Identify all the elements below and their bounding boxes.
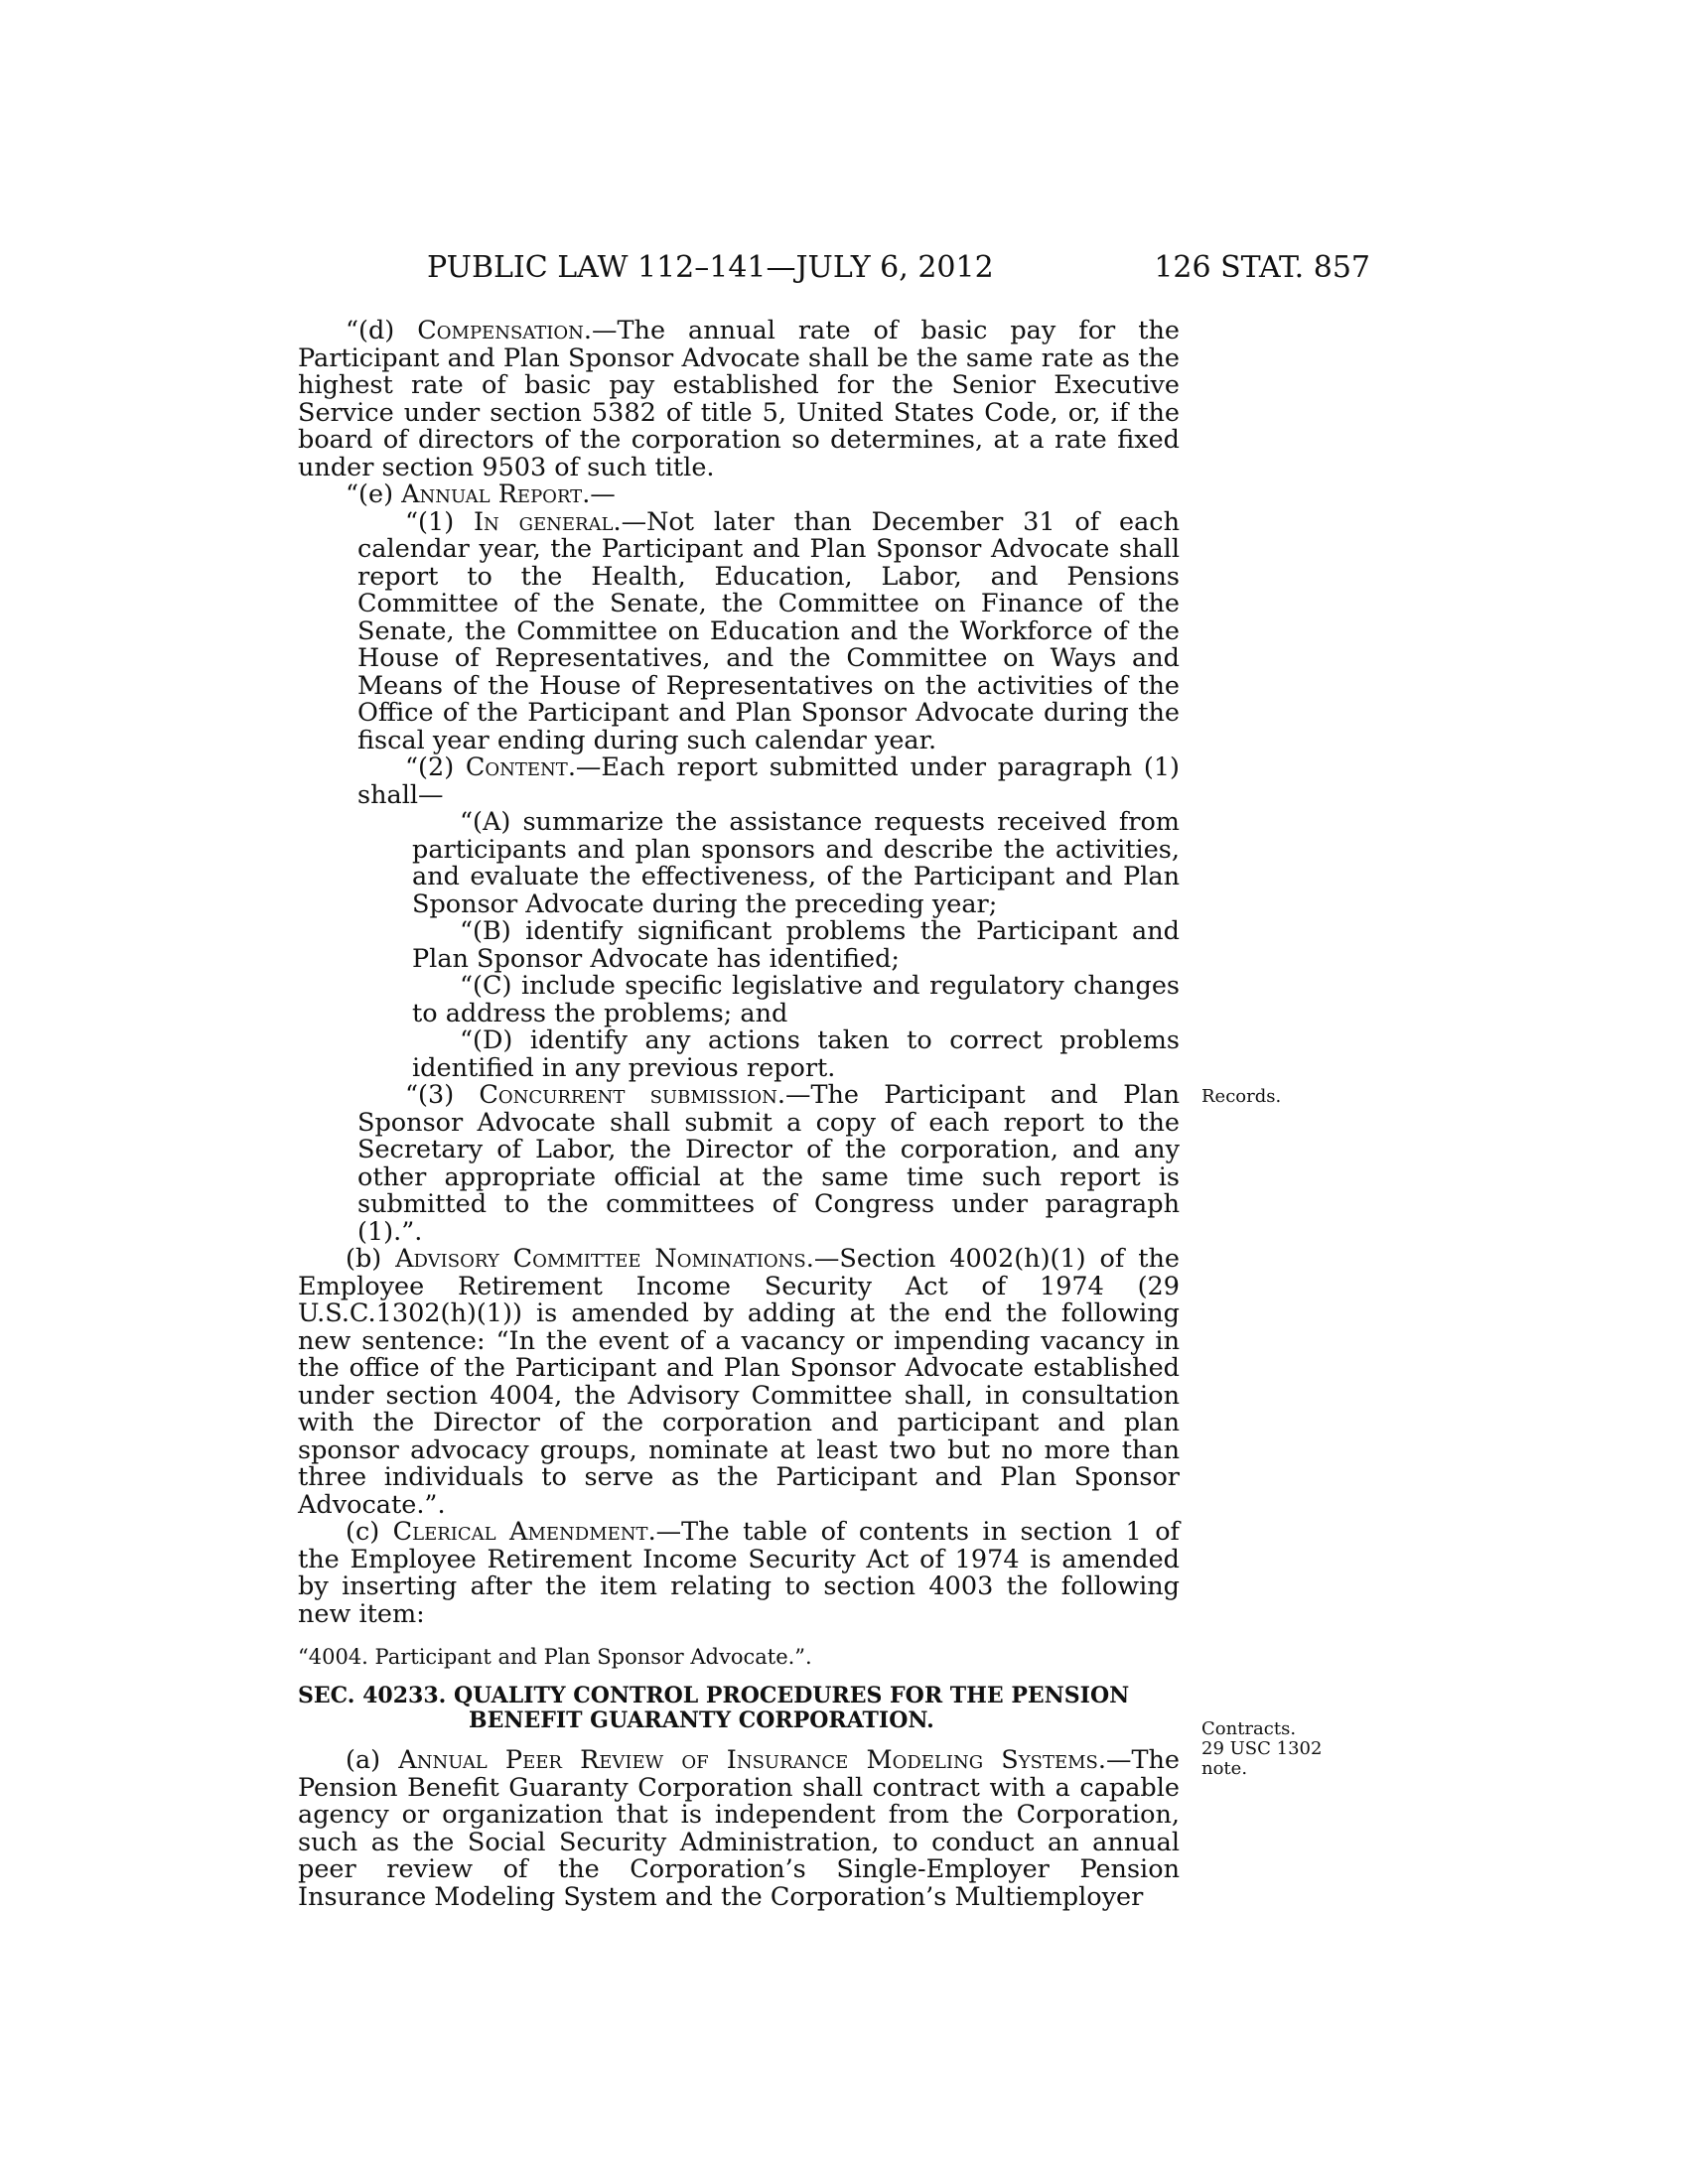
paragraph-heading: Clerical Amendment: [392, 1517, 648, 1547]
paragraph-heading: Annual Peer Review of Insurance Modeling Systems: [398, 1745, 1098, 1775]
margin-note-note: note.: [1201, 1758, 1248, 1779]
toc-item: “4004. Participant and Plan Sponsor Advocate.”.: [298, 1645, 812, 1669]
page-header: [298, 248, 1370, 288]
paragraph-heading: Concurrent submission: [479, 1080, 777, 1110]
paragraph-heading: Compensation: [417, 316, 584, 345]
paragraph-heading: Advisory Committee Nominations: [395, 1244, 806, 1274]
section-heading: SEC. 40233. QUALITY CONTROL PROCEDURES FOR THE PENSION BENEFIT GUARANTY CORPORATION.: [298, 1683, 1130, 1733]
document-body: [298, 318, 1180, 1911]
clause-a: “(A) summarize the assistance requests received from participants and plan sponsors and describe the activities, and evaluate the effectiveness, of the Participant and Plan Sponsor Advocate during the preceding year;: [412, 807, 1180, 919]
margin-note-contracts-label: Contracts.: [1201, 1718, 1297, 1739]
paragraph-e-annual-report: “(e) Annual Report.—: [346, 479, 616, 509]
clause-d: “(D) identify any actions taken to correct problems identified in any previous report.: [412, 1025, 1180, 1083]
margin-note-records: Records.: [1201, 1086, 1282, 1107]
clause-b: “(B) identify significant problems the Participant and Plan Sponsor Advocate has identified;: [412, 916, 1180, 974]
paragraph-heading: Annual Report: [401, 479, 583, 509]
paragraph-e2-content: “(2) Content.—Each report submitted under paragraph (1) shall—: [357, 752, 1180, 810]
paragraph-e1-in-general: “(1) In general.—Not later than December 31 of each calendar year, the Participant and Plan Sponsor Advocate shall report to the Health, Education, Labor, and Pensions Committee of the Senate, the Committee on Finance of the Senate, the Committee on Education and the Workforce of the House of Representatives, and the Committee on Ways and Means of the House of Representatives on the activities of the Office of the Participant and Plan Sponsor Advocate during the fiscal year ending during such calendar year.: [357, 506, 1180, 755]
paragraph-d-compensation: “(d) Compensation.—The annual rate of basic pay for the Participant and Plan Sponsor Advocate shall be the same rate as the highest rate of basic pay established for the Senior Executive Service under section 5382 of title 5, United States Code, or, if the board of directors of the corporation so determines, at a rate fixed under section 9503 of such title.: [298, 316, 1180, 482]
paragraph-a-peer-review: (a) Annual Peer Review of Insurance Modeling Systems.—The Pension Benefit Guaranty Corporation shall contract with a capable agency or organization that is independent from the Corporation, such as the Social Security Administration, to conduct an annual peer review of the Corporation’s Single-Employer Pension Insurance Modeling System and the Corporation’s Multiemployer: [298, 1745, 1180, 1912]
running-head-title: PUBLIC LAW 112–141—JULY 6, 2012: [427, 250, 994, 285]
paragraph-heading: Content: [465, 752, 568, 782]
margin-note-usc: 29 USC 1302: [1201, 1738, 1323, 1759]
paragraph-c-clerical-amendment: (c) Clerical Amendment.—The table of contents in section 1 of the Employee Retirement Income Security Act of 1974 is amended by inserting after the item relating to section 4003 the following new item:: [298, 1517, 1180, 1629]
margin-note-contracts: [1201, 1719, 1322, 1779]
paragraph-b-advisory-committee: (b) Advisory Committee Nominations.—Section 4002(h)(1) of the Employee Retirement Income Security Act of 1974 (29 U.S.C.1302(h)(1)) is amended by adding at the end the following new sentence: “In the event of a vacancy or impending vacancy in the office of the Participant and Plan Sponsor Advocate established under section 4004, the Advisory Committee shall, in consultation with the Director of the corporation and participant and plan sponsor advocacy groups, nominate at least two but no more than three individuals to serve as the Participant and Plan Sponsor Advocate.”.: [298, 1244, 1181, 1520]
statute-page-number: 126 STAT. 857: [1154, 250, 1370, 285]
clause-c: “(C) include specific legislative and regulatory changes to address the problems; and: [412, 971, 1180, 1028]
paragraph-heading: In general: [473, 506, 614, 537]
paragraph-e3-concurrent-submission: “(3) Concurrent submission.—The Participant and Plan Sponsor Advocate shall submit a copy of each report to the Secretary of Labor, the Director of the corporation, and any other appropriate official at the same time such report is submitted to the committees of Congress under paragraph (1).”.: [357, 1080, 1181, 1247]
